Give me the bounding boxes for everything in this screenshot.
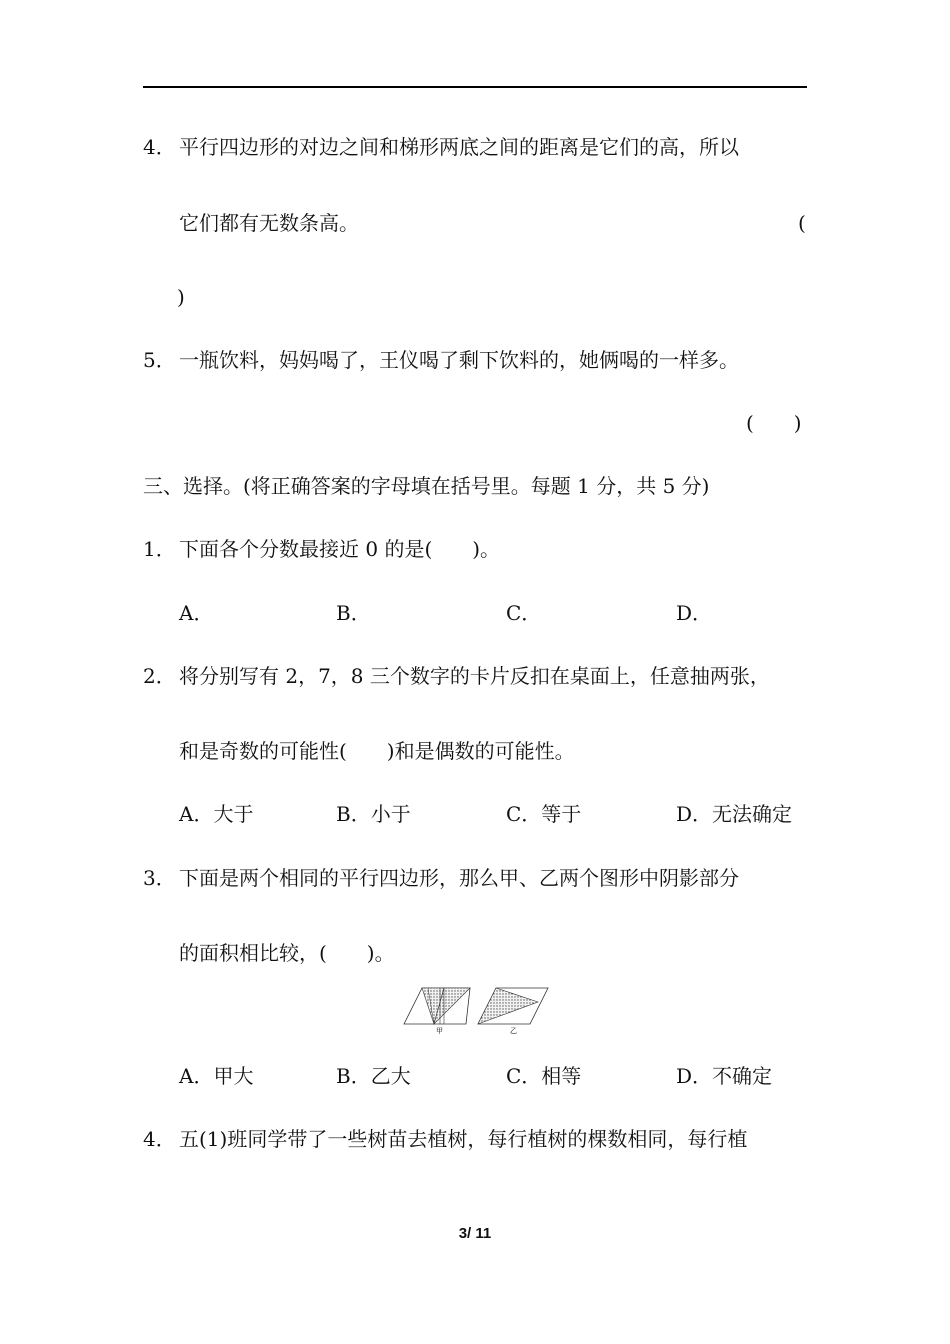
question-text: 它们都有无数条高。	[179, 211, 359, 235]
section-heading: 三、选择。(将正确答案的字母填在括号里。每题 1 分，共 5 分)	[143, 474, 710, 498]
option-a: A．甲大	[179, 1064, 254, 1088]
question-number: 2．	[143, 664, 176, 688]
option-b: B．乙大	[336, 1064, 411, 1088]
answer-paren: ( )	[746, 411, 802, 435]
figure-label-jia: 甲	[436, 1027, 443, 1035]
option-d: D．	[676, 601, 713, 625]
header-rule	[143, 86, 807, 88]
answer-paren-open: (	[798, 211, 806, 235]
option-a: A．大于	[179, 802, 254, 826]
option-b: B．	[336, 601, 371, 625]
figure-jia	[404, 988, 470, 1024]
figure-label-yi: 乙	[510, 1027, 517, 1035]
answer-paren-close: )	[177, 285, 185, 309]
option-a: A．	[179, 601, 214, 625]
question-number: 3．	[143, 866, 176, 890]
question-text: 将分别写有 2，7，8 三个数字的卡片反扣在桌面上，任意抽两张，	[179, 664, 770, 688]
question-text: 下面是两个相同的平行四边形，那么甲、乙两个图形中阴影部分	[179, 866, 739, 890]
option-c: C．等于	[506, 802, 582, 826]
question-number: 1．	[143, 537, 176, 561]
option-c: C．相等	[506, 1064, 582, 1088]
page-number: 3/ 11	[458, 1225, 492, 1242]
option-d: D．不确定	[676, 1064, 773, 1088]
question-text: 五(1)班同学带了一些树苗去植树，每行植树的棵数相同，每行植	[179, 1127, 748, 1151]
question-text: 和是奇数的可能性( )和是偶数的可能性。	[179, 739, 575, 763]
option-b: B．小于	[336, 802, 411, 826]
option-c: C．	[506, 601, 542, 625]
figure-yi	[478, 988, 548, 1024]
question-text: 的面积相比较，( )。	[179, 941, 395, 965]
option-d: D．无法确定	[676, 802, 793, 826]
question-text: 平行四边形的对边之间和梯形两底之间的距离是它们的高，所以	[179, 135, 739, 159]
question-text: 下面各个分数最接近 0 的是( )。	[179, 537, 501, 561]
parallelogram-figure	[400, 984, 550, 1040]
question-number: 4．	[143, 135, 176, 159]
question-text: 一瓶饮料，妈妈喝了，王仪喝了剩下饮料的，她俩喝的一样多。	[179, 348, 739, 372]
question-number: 4．	[143, 1127, 176, 1151]
question-number: 5．	[143, 348, 176, 372]
